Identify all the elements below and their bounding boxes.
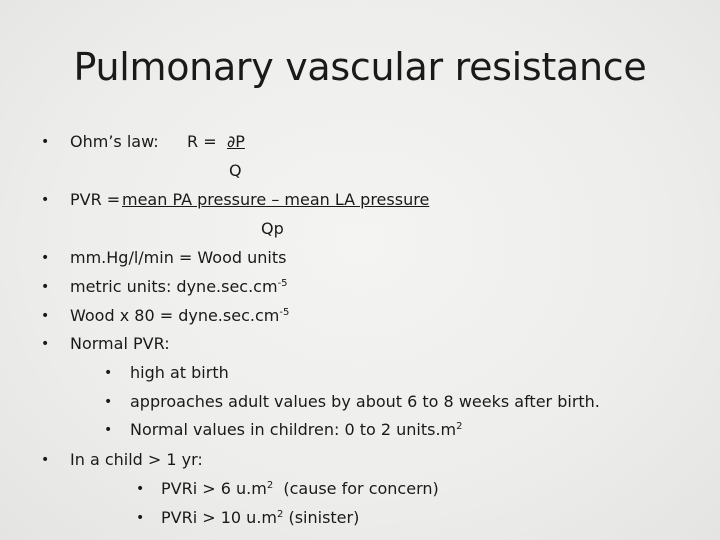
ohms-law-lhs: R =	[187, 132, 217, 151]
child-item-exponent: 2	[266, 480, 274, 491]
conversion-text: Wood x 80 = dyne.sec.cm	[70, 306, 280, 325]
normal-pvr-item-exponent: 2	[456, 421, 463, 432]
ohms-law-label: Ohm’s law:	[70, 132, 159, 151]
child-item	[161, 508, 359, 528]
normal-pvr-item: approaches adult values by about 6 to 8 weeks after birth.	[130, 392, 600, 411]
ohms-law-numerator: ∂P	[227, 132, 245, 151]
pvr-lhs: PVR =	[70, 190, 121, 209]
slide-title: Pulmonary vascular resistance	[73, 45, 647, 89]
child-item-note: (cause for concern)	[273, 479, 439, 498]
child-item	[161, 479, 439, 499]
bullet-icon: •	[41, 308, 50, 324]
metric-units-exponent: -5	[277, 278, 288, 289]
bullet-icon: •	[41, 192, 50, 208]
conversion-exponent: -5	[279, 307, 290, 318]
bullet-icon: •	[104, 394, 113, 410]
normal-pvr-item: high at birth	[130, 363, 229, 382]
normal-pvr-label: Normal PVR:	[70, 334, 170, 353]
child-item-text: PVRi > 10 u.m	[161, 508, 277, 527]
child-item-text: PVRi > 6 u.m	[161, 479, 267, 498]
bullet-icon: •	[41, 452, 50, 468]
metric-units-line	[70, 277, 288, 297]
bullet-icon: •	[41, 250, 50, 266]
child-item-exponent: 2	[277, 509, 284, 520]
bullet-icon: •	[136, 481, 145, 497]
pvr-denominator: Qp	[261, 219, 284, 238]
normal-pvr-item	[130, 420, 463, 440]
bullet-icon: •	[104, 365, 113, 381]
conversion-line	[70, 306, 289, 326]
bullet-icon: •	[41, 279, 50, 295]
ohms-law-denominator: Q	[229, 161, 242, 180]
child-item-note: (sinister)	[283, 508, 360, 527]
metric-units-text: metric units: dyne.sec.cm	[70, 277, 278, 296]
bullet-icon: •	[41, 134, 50, 150]
bullet-icon: •	[136, 510, 145, 526]
normal-pvr-item-text: Normal values in children: 0 to 2 units.m	[130, 420, 457, 439]
bullet-icon: •	[104, 422, 113, 438]
child-label: In a child > 1 yr:	[70, 450, 203, 469]
pvr-numerator: mean PA pressure – mean LA pressure	[122, 190, 430, 209]
bullet-icon: •	[41, 336, 50, 352]
wood-units-line: mm.Hg/l/min = Wood units	[70, 248, 287, 267]
